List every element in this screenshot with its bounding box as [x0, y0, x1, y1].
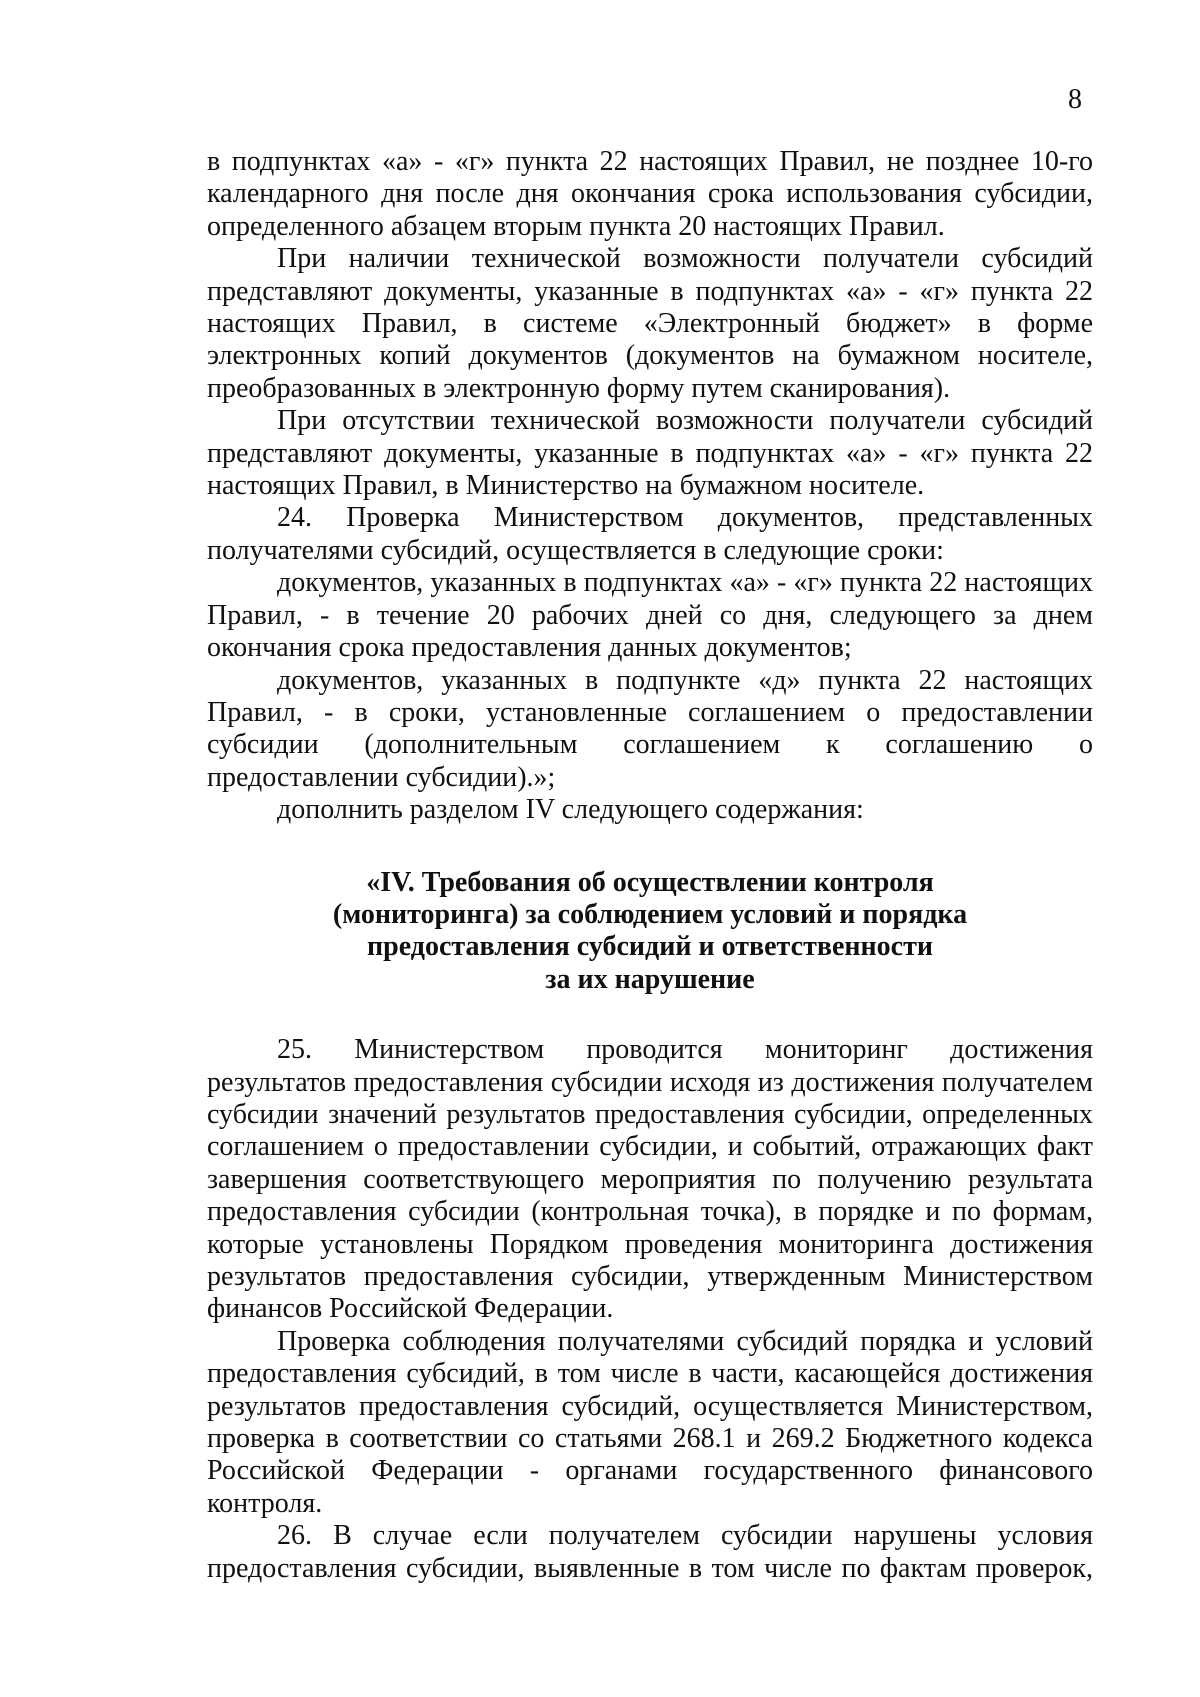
paragraph-paper-submission: При отсутствии технической возможности получатели субсидий представляют документы, указанные в подпунктах «а» - «г» пункта 22 настоящих Правил, в Министерство на бумажном носителе.	[207, 405, 1093, 502]
paragraph-compliance-check: Проверка соблюдения получателями субсидий порядка и условий предоставления субсидий, в том числе в части, касающейся достижения результатов предоставления субсидий, осуществляется Министерством, проверка в соответствии со статьями 268.1 и 269.2 Бюджетного кодекса Российской Федерации - органами государственного финансового контроля.	[207, 1325, 1093, 1519]
paragraph-item-25: 25. Министерством проводится мониторинг достижения результатов предоставления субсидии исходя из достижения получателем субсидии значений результатов предоставления субсидии, определенных соглашением о предоставлении субсидии, и событий, отражающих факт завершения соответствующего мероприятия по получению результата предоставления субсидии (контрольная точка), в порядке и по формам, которые установлены Порядком проведения мониторинга достижения результатов предоставления субсидии, утвержденным Министерством финансов Российской Федерации.	[207, 1034, 1093, 1325]
section-heading-line: предоставления субсидий и ответственности	[367, 931, 933, 963]
section-heading-line: за их нарушение	[545, 963, 755, 995]
paragraph-deadline-a-g: документов, указанных в подпунктах «а» - «г» пункта 22 настоящих Правил, - в течение 20 рабочих дней со дня, следующего за днем окончания срока предоставления данных документов;	[207, 567, 1093, 664]
section-heading	[207, 867, 1093, 997]
section-heading-line: «IV. Требования об осуществлении контроля	[366, 866, 934, 898]
paragraph-electronic-budget: При наличии технической возможности получатели субсидий представляют документы, указанные в подпунктах «а» - «г» пункта 22 настоящих Правил, в системе «Электронный бюджет» в форме электронных копий документов (документов на бумажном носителе, преобразованных в электронную форму путем сканирования).	[207, 243, 1093, 404]
page-number: 8	[1068, 84, 1082, 115]
paragraph-continuation: в подпунктах «а» - «г» пункта 22 настоящих Правил, не позднее 10-го календарного дня после дня окончания срока использования субсидии, определенного абзацем вторым пункта 20 настоящих Правил.	[207, 146, 1093, 242]
paragraph-item-26: 26. В случае если получателем субсидии нарушены условия предоставления субсидии, выявленные в том числе по фактам проверок,	[207, 1520, 1093, 1584]
paragraph-add-section: дополнить разделом IV следующего содержания:	[277, 794, 864, 826]
document-body	[207, 146, 1093, 1585]
paragraph-item-24: 24. Проверка Министерством документов, представленных получателями субсидий, осуществляется в следующие сроки:	[207, 502, 1093, 566]
section-heading-line: (мониторинга) за соблюдением условий и порядка	[332, 898, 968, 930]
paragraph-deadline-d: документов, указанных в подпункте «д» пункта 22 настоящих Правил, - в сроки, установленные соглашением о предоставлении субсидии (дополнительным соглашением к соглашению о предоставлении субсидии).»;	[207, 664, 1093, 793]
